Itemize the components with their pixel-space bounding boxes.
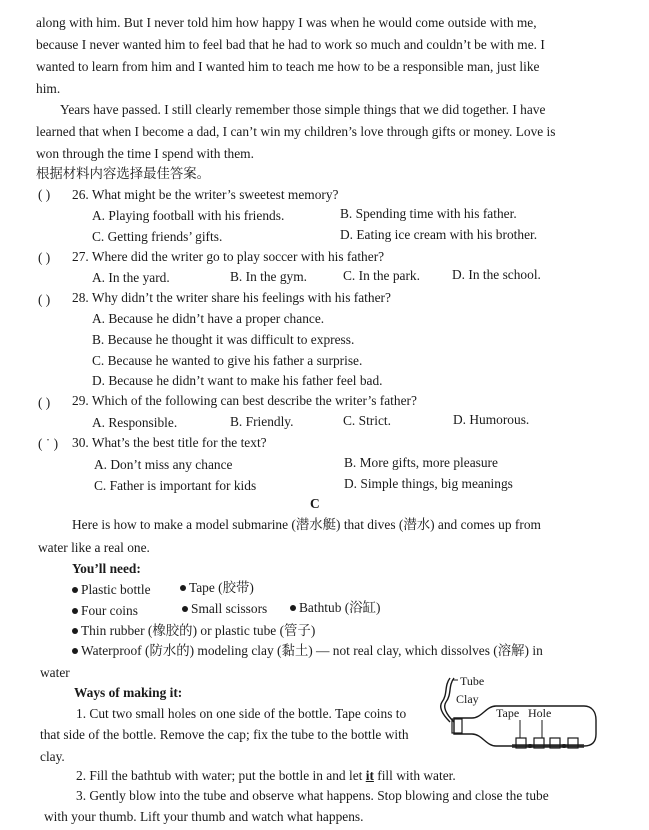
- bullet-icon: [72, 608, 78, 614]
- option-b: B. More gifts, more pleasure: [344, 455, 498, 470]
- tape-label: Tape: [496, 706, 520, 720]
- ways-title: Ways of making it:: [74, 685, 183, 700]
- need-item: Waterproof (防水的) modeling clay (黏土) — not real clay, which dissolves (溶解) in: [72, 642, 543, 660]
- option-a: A. Responsible.: [92, 415, 178, 430]
- bottle-outline: [454, 706, 596, 746]
- step-line: with your thumb. Lift your thumb and watch what happens.: [44, 809, 364, 824]
- option-a: A. Don’t miss any chance: [94, 457, 233, 472]
- step-line: 3. Gently blow into the tube and observe what happens. Stop blowing and close the tube: [76, 788, 549, 803]
- instruction-text: 根据材料内容选择最佳答案。: [36, 166, 211, 181]
- step-line: that side of the bottle. Remove the cap; fix the tube to the bottle with: [40, 727, 409, 742]
- option-d: D. In the school.: [452, 267, 541, 282]
- emphasized-word: it: [365, 768, 374, 783]
- intro-line: water like a real one.: [38, 540, 150, 555]
- hole-shape: [562, 744, 566, 748]
- step-line: 1. Cut two small holes on one side of the bottle. Tape coins to: [76, 706, 407, 721]
- tube-shape: [445, 678, 454, 722]
- need-item: Four coins: [72, 602, 138, 620]
- bullet-icon: [182, 606, 188, 612]
- section-heading: C: [310, 496, 320, 511]
- option-c: C. Getting friends’ gifts.: [92, 229, 223, 244]
- need-item: Thin rubber (橡胶的) or plastic tube (管子): [72, 622, 315, 640]
- bullet-icon: [72, 628, 78, 634]
- option-b: B. In the gym.: [230, 269, 307, 284]
- answer-blank: ( ): [38, 292, 51, 307]
- passage-line: because I never wanted him to feel bad that he had to work so much and couldn’t be with me. I: [36, 37, 545, 52]
- answer-blank: ( ˙ ): [38, 436, 59, 451]
- option-d: D. Humorous.: [453, 412, 530, 427]
- need-item: Plastic bottle: [72, 581, 151, 599]
- option-c: C. Father is important for kids: [94, 478, 257, 493]
- bullet-icon: [290, 605, 296, 611]
- option-c: C. Because he wanted to give his father a surprise.: [92, 353, 363, 368]
- option-b: B. Because he thought it was difficult to express.: [92, 332, 355, 347]
- option-a: A. Because he didn’t have a proper chance.: [92, 311, 325, 326]
- answer-blank: ( ): [38, 250, 51, 265]
- need-item-continued: water: [40, 665, 70, 680]
- hole-label: Hole: [528, 706, 552, 720]
- option-c: C. In the park.: [343, 268, 420, 283]
- clay-label: Clay: [456, 692, 479, 706]
- option-b: B. Friendly.: [230, 414, 294, 429]
- answer-blank: ( ): [38, 395, 51, 410]
- question-stem: 29. Which of the following can best describe the writer’s father?: [72, 393, 417, 408]
- step-line: clay.: [40, 749, 65, 764]
- passage-line: Years have passed. I still clearly remember those simple things that we did together. I have: [60, 102, 546, 117]
- option-d: D. Eating ice cream with his brother.: [340, 227, 538, 242]
- question-stem: 28. Why didn’t the writer share his feelings with his father?: [72, 290, 391, 305]
- option-a: A. Playing football with his friends.: [92, 208, 285, 223]
- needs-title: You’ll need:: [72, 561, 141, 576]
- passage-line: him.: [36, 81, 61, 96]
- question-stem: 30. What’s the best title for the text?: [72, 435, 267, 450]
- step-line: 2. Fill the bathtub with water; put the bottle in and let it fill with water.: [76, 768, 456, 783]
- question-stem: 26. What might be the writer’s sweetest memory?: [72, 187, 339, 202]
- option-d: D. Because he didn’t want to make his father feel bad.: [92, 373, 383, 388]
- option-b: B. Spending time with his father.: [340, 206, 517, 221]
- submarine-diagram: [430, 672, 610, 754]
- passage-line: won through the time I spend with them.: [36, 146, 254, 161]
- answer-blank: ( ): [38, 187, 51, 202]
- passage-line: wanted to learn from him and I wanted him to teach me how to be a responsible man, just like: [36, 59, 540, 74]
- hole-shape: [528, 744, 532, 748]
- bullet-icon: [72, 648, 78, 654]
- bullet-icon: [180, 585, 186, 591]
- tube-label: Tube: [460, 674, 485, 688]
- need-item: Small scissors: [182, 600, 267, 618]
- intro-line: Here is how to make a model submarine (潜水艇) that dives (潜水) and comes up from: [72, 517, 541, 532]
- need-item: Bathtub (浴缸): [290, 599, 380, 617]
- bullet-icon: [72, 587, 78, 593]
- tape-strip: [512, 744, 584, 748]
- question-stem: 27. Where did the writer go to play soccer with his father?: [72, 249, 385, 264]
- option-c: C. Strict.: [343, 413, 391, 428]
- option-d: D. Simple things, big meanings: [344, 476, 513, 491]
- need-item: Tape (胶带): [180, 579, 254, 597]
- passage-line: learned that when I become a dad, I can’t win my children’s love through gifts or money. Love is: [36, 124, 556, 139]
- passage-line: along with him. But I never told him how happy I was when he would come outside with me,: [36, 15, 537, 30]
- option-a: A. In the yard.: [92, 270, 170, 285]
